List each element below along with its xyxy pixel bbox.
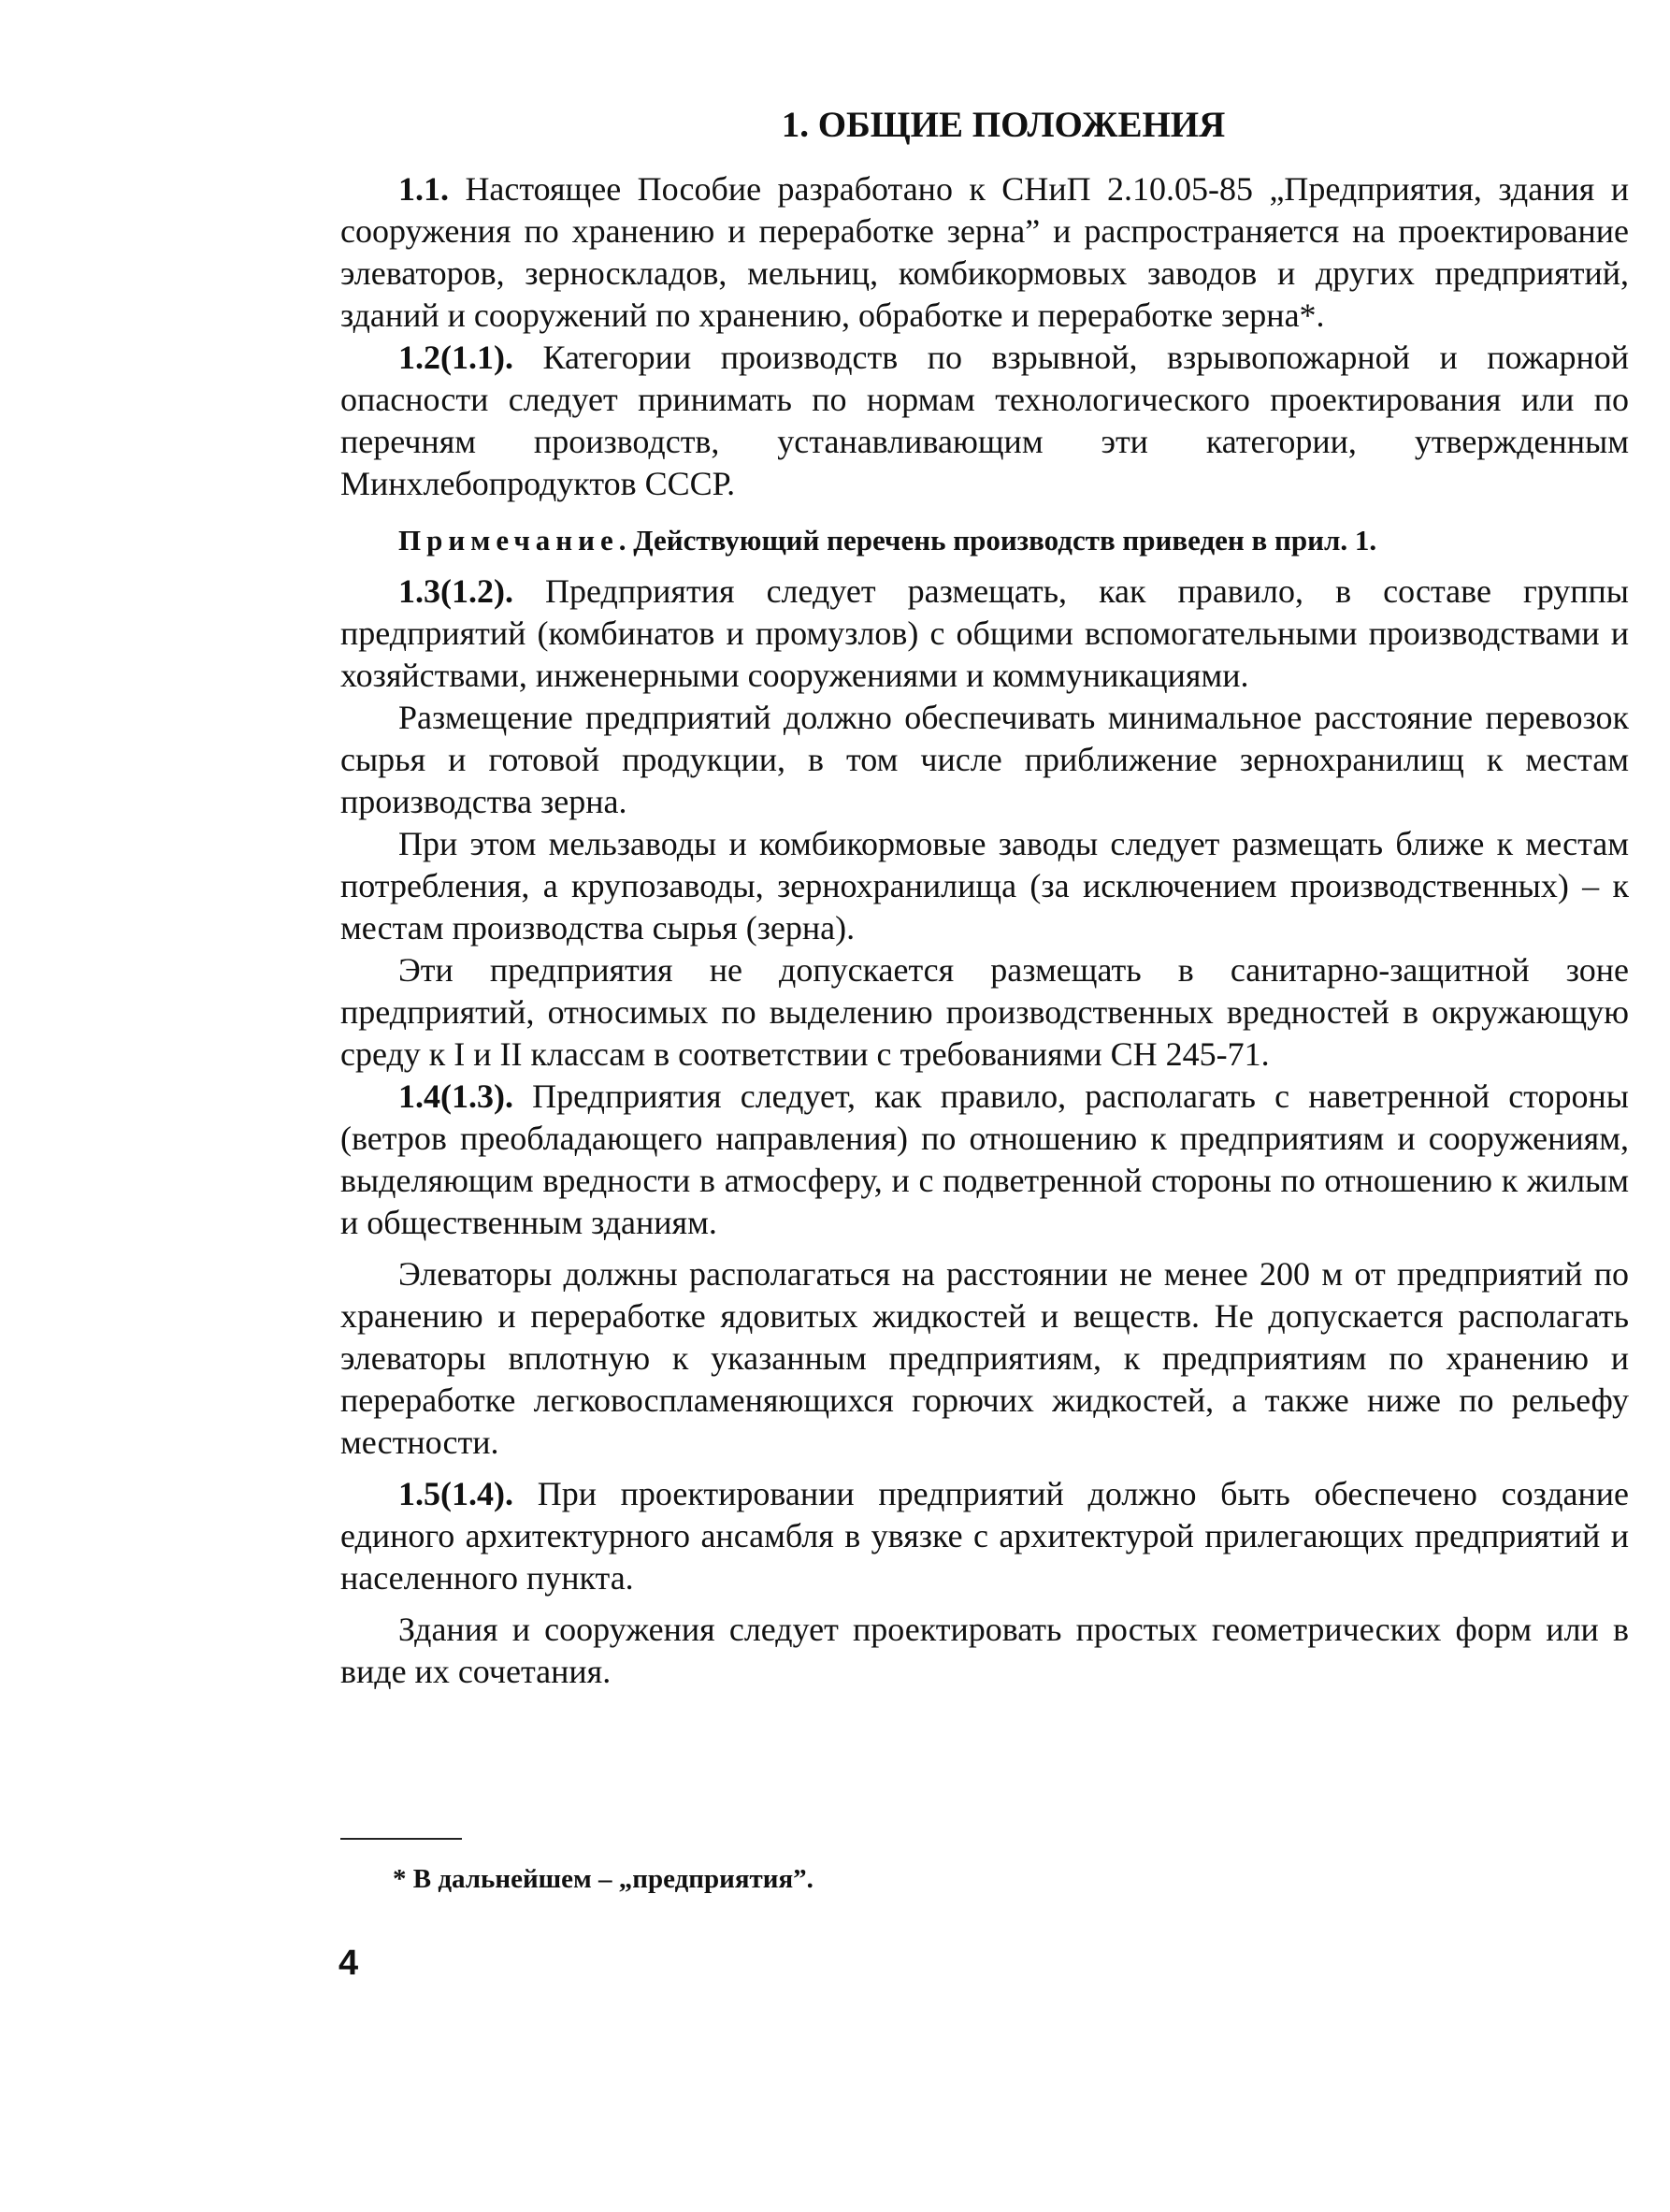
- clause-text: При проектировании предприятий должно быть обеспечено создание единого архитектурного ансамбля в увязке с архитектурой прилегающих предприятий и населенного пункта.: [340, 1475, 1629, 1597]
- paragraph-1-5: [340, 1473, 1629, 1599]
- paragraph-mills: [340, 823, 1629, 949]
- paragraph-sanitary-zone: [340, 949, 1629, 1076]
- paragraph-1-1: [340, 168, 1629, 337]
- paragraph-placement: [340, 697, 1629, 823]
- clause-text: Эти предприятия не допускается размещать в санитарно-защитной зоне предприятий, относимых по выделению производственных вредностей в окружающую среду к I и II классам в соответствии с требованиями СН 245-71.: [340, 951, 1629, 1073]
- document-page: [340, 103, 1629, 1693]
- clause-number: 1.4(1.3).: [398, 1077, 513, 1115]
- paragraph-elevators: [340, 1253, 1629, 1464]
- clause-text: Настоящее Пособие разработано к СНиП 2.10.05-85 „Предприятия, здания и сооружения по хранению и переработке зерна” и распространяется на проектирование элеваторов, зерноскладов, мельниц, комбикормовых заводов и других предприятий, зданий и сооружений по хранению, обработке и переработке зерна*.: [340, 170, 1629, 334]
- clause-number: 1.2(1.1).: [398, 339, 513, 376]
- note-label: Примечание: [398, 524, 619, 557]
- paragraph-1-2: [340, 337, 1629, 505]
- clause-text: Предприятия следует, как правило, располагать с наветренной стороны (ветров преобладающего направления) по отношению к предприятиям и сооружениям, выделяющим вредности в атмосферу, и с подветренной стороны по отношению к жилым и общественным зданиям.: [340, 1077, 1629, 1241]
- clause-text: Категории производств по взрывной, взрывопожарной и пожарной опасности следует принимать по нормам технологического проектирования или по перечням производств, устанавливающим эти категории, утвержденным Минхлебопродуктов СССР.: [340, 339, 1629, 502]
- clause-text: Размещение предприятий должно обеспечивать минимальное расстояние перевозок сырья и готовой продукции, в том числе приближение зернохранилищ к местам производства зерна.: [340, 699, 1629, 820]
- clause-text: Здания и сооружения следует проектировать простых геометрических форм или в виде их сочетания.: [340, 1611, 1629, 1690]
- note: [340, 522, 1629, 559]
- section-heading: 1. ОБЩИЕ ПОЛОЖЕНИЯ: [781, 105, 1226, 145]
- footnote: * В дальнейшем – „предприятия”.: [393, 1864, 813, 1894]
- clause-text: При этом мельзаводы и комбикормовые заводы следует размещать ближе к местам потребления, а крупозаводы, зернохранилища (за исключением производственных) – к местам производства сырья (зерна).: [340, 825, 1629, 947]
- clause-text: Предприятия следует размещать, как правило, в составе группы предприятий (комбинатов и промузлов) с общими вспомогательными производствами и хозяйствами, инженерными сооружениями и коммуникациями.: [340, 572, 1629, 694]
- page-number: 4: [338, 1944, 359, 1983]
- paragraph-buildings: [340, 1609, 1629, 1693]
- paragraph-1-4: [340, 1076, 1629, 1244]
- note-text: . Действующий перечень производств приведен в прил. 1.: [618, 524, 1377, 557]
- clause-number: 1.3(1.2).: [398, 572, 513, 610]
- clause-number: 1.1.: [398, 170, 449, 208]
- footnote-divider: [340, 1838, 462, 1840]
- paragraph-1-3: [340, 571, 1629, 697]
- clause-number: 1.5(1.4).: [398, 1475, 513, 1512]
- clause-text: Элеваторы должны располагаться на расстоянии не менее 200 м от предприятий по хранению и переработке ядовитых жидкостей и веществ. Не допускается располагать элеваторы вплотную к указанным предприятиям, к предприятиям по хранению и переработке легковоспламеняющихся горючих жидкостей, а также ниже по рельефу местности.: [340, 1255, 1629, 1461]
